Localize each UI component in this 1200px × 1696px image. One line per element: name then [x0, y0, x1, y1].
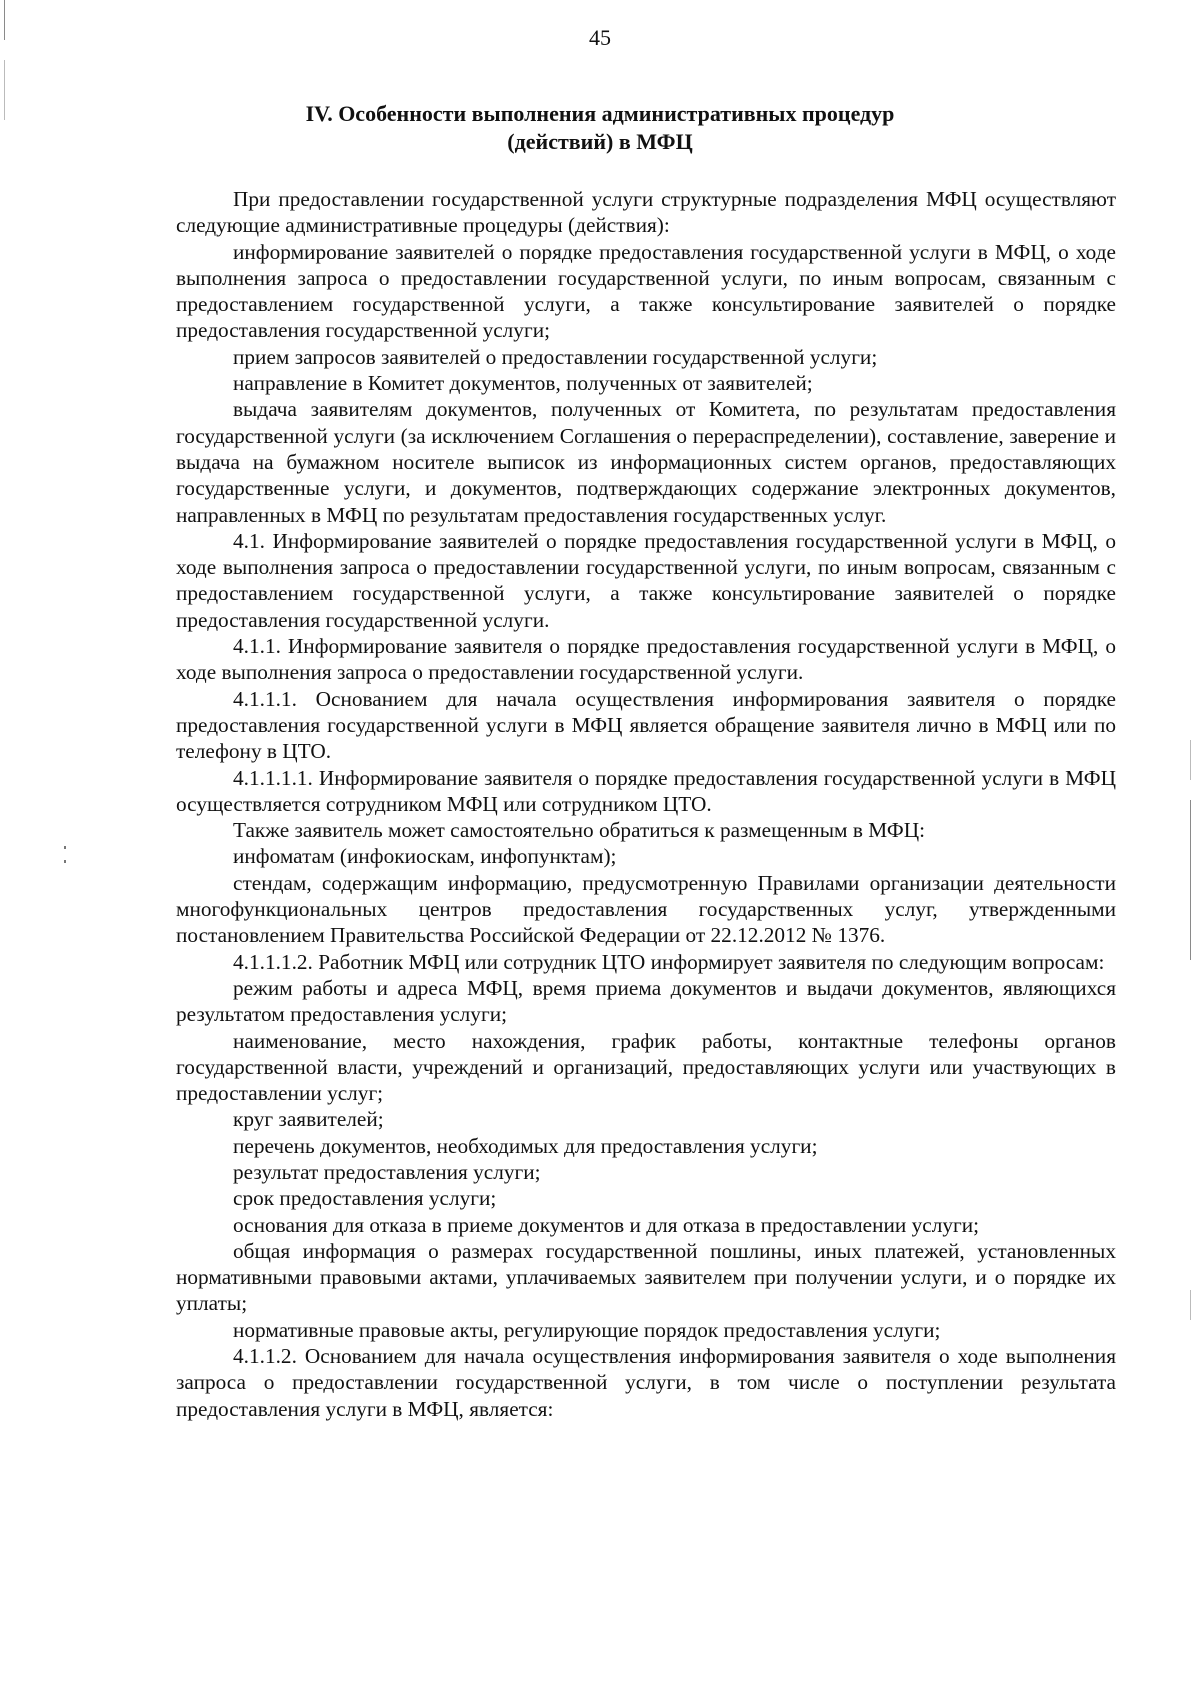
paragraph: 4.1.1.1. Основанием для начала осуществления информирования заявителя о порядке предоставления государственной услуги в МФЦ является обращение заявителя лично в МФЦ или по телефону в ЦТО. — [176, 686, 1116, 764]
paragraph: результат предоставления услуги; — [233, 1159, 541, 1184]
document-body — [176, 186, 1116, 1422]
page-number: 45 — [589, 25, 611, 50]
paragraph: При предоставлении государственной услуги структурные подразделения МФЦ осуществляют следующие административные процедуры (действия): — [176, 187, 1116, 238]
scan-dot — [64, 860, 66, 863]
scan-dot — [64, 846, 66, 849]
paragraph: 4.1.1. Информирование заявителя о порядке предоставления государственной услуги в МФЦ, о ходе выполнения запроса о предоставлении государственной услуги. — [176, 634, 1116, 685]
paragraph: режим работы и адреса МФЦ, время приема документов и выдачи документов, являющихся результатом предоставления услуги; — [176, 975, 1116, 1027]
paragraph: информирование заявителей о порядке предоставления государственной услуги в МФЦ, о ходе выполнения запроса о предоставлении государственной услуги, по иным вопросам, связанным с предоставлением государственной услуги, а также консультирование заявителей о порядке предоставления государственной услуги; — [176, 239, 1116, 343]
paragraph: стендам, содержащим информацию, предусмотренную Правилами организации деятельности многофункциональных центров предоставления государственных услуг, утвержденными постановлением Правительства Российской Федерации от 22.12.2012 № 1376. — [176, 870, 1116, 948]
scan-edge-mark — [1190, 1290, 1191, 1320]
paragraph: Также заявитель может самостоятельно обратиться к размещенным в МФЦ: — [233, 818, 926, 843]
paragraph: 4.1.1.2. Основанием для начала осуществления информирования заявителя о ходе выполнения запроса о предоставлении государственной услуги, в том числе о поступлении результата предоставления услуги в МФЦ, является: — [176, 1344, 1116, 1421]
section-heading — [260, 100, 940, 156]
paragraph: срок предоставления услуги; — [233, 1186, 497, 1211]
paragraph: прием запросов заявителей о предоставлении государственной услуги; — [233, 344, 878, 369]
section-heading-line-2: (действий) в МФЦ — [507, 129, 693, 154]
paragraph: общая информация о размерах государственной пошлины, иных платежей, установленных нормативными правовыми актами, уплачиваемых заявителем при получении услуги, и о порядке их уплаты; — [176, 1238, 1116, 1316]
paragraph: нормативные правовые акты, регулирующие порядок предоставления услуги; — [233, 1317, 941, 1342]
paragraph: 4.1.1.1.1. Информирование заявителя о порядке предоставления государственной услуги в МФЦ осуществляется сотрудником МФЦ или сотрудником ЦТО. — [176, 765, 1116, 816]
paragraph: круг заявителей; — [233, 1107, 384, 1132]
section-heading-line-1: IV. Особенности выполнения административных процедур — [305, 101, 895, 126]
paragraph: 4.1. Информирование заявителей о порядке предоставления государственной услуги в МФЦ, о ходе выполнения запроса о предоставлении государственной услуги, по иным вопросам, связанным с предоставлением государственной услуги, а также консультирование заявителей о порядке предоставления государственной услуги. — [176, 528, 1116, 632]
scan-edge-mark — [4, 60, 5, 120]
paragraph: выдача заявителям документов, полученных от Комитета, по результатам предоставления государственной услуги (за исключением Соглашения о перераспределении), составление, заверение и выдача на бумажном носителе выписок из информационных систем органов, предоставляющих государственные услуги, и документов, подтверждающих содержание электронных документов, направленных в МФЦ по результатам предоставления государственных услуг. — [176, 397, 1116, 527]
scan-edge-mark — [1190, 740, 1191, 780]
paragraph: инфоматам (инфокиоскам, инфопунктам); — [233, 844, 617, 869]
paragraph: основания для отказа в приеме документов и для отказа в предоставлении услуги; — [233, 1212, 980, 1237]
scan-edge-mark — [1190, 800, 1191, 960]
paragraph: наименование, место нахождения, график работы, контактные телефоны органов государственной власти, учреждений и организаций, предоставляющих услуги или участвующих в предоставлении услуг; — [176, 1028, 1116, 1106]
paragraph: перечень документов, необходимых для предоставления услуги; — [233, 1133, 818, 1158]
paragraph: направление в Комитет документов, полученных от заявителей; — [233, 371, 813, 396]
paragraph: 4.1.1.1.2. Работник МФЦ или сотрудник ЦТО информирует заявителя по следующим вопросам: — [233, 949, 1105, 974]
